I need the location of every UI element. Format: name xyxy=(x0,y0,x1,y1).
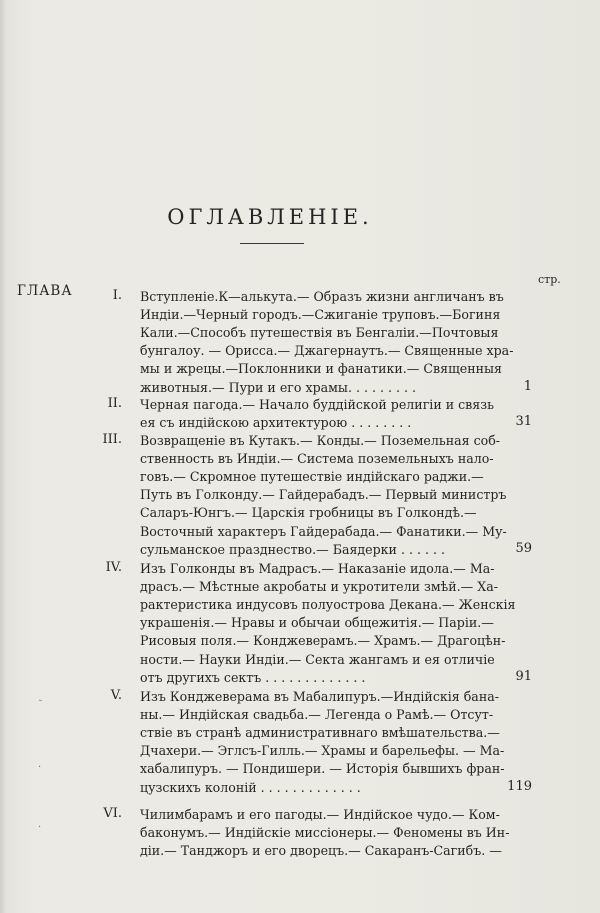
chapter-summary-line: рактеристика индусовъ полуострова Декана.— Женскія xyxy=(140,597,516,613)
chapter-summary-line: ствіе въ странѣ административнаго вмѣшательства.— xyxy=(140,725,500,741)
margin-speck: · xyxy=(38,762,42,773)
chapter-number: I. xyxy=(112,288,122,303)
chapter-summary-line: Рисовыя поля.— Конджеверамъ.— Храмъ.— Драгоцѣн- xyxy=(140,633,506,649)
chapter-summary-line: бунгалоу. — Орисса.— Джагернаутъ.— Священные хра- xyxy=(140,343,514,359)
chapter-summary-line: Чилимбарамъ и его пагоды.— Индійское чудо.— Ком- xyxy=(140,807,500,822)
margin-speck: · xyxy=(38,822,42,833)
chapter-number: II. xyxy=(107,396,122,411)
chapter-summary-line: цузскихъ колоній . . . . . . . . . . . . . xyxy=(140,779,361,795)
chapter-summary-line: животныя.— Пури и его храмы. . . . . . . . . xyxy=(140,379,417,395)
page-column-label: стр. xyxy=(538,273,561,286)
title-underline xyxy=(240,243,304,244)
chapter-page-number: 119 xyxy=(507,778,532,794)
page-title: ОГЛАВЛЕНІЕ. xyxy=(167,205,373,229)
chapter-summary-line: отъ другихъ сектъ . . . . . . . . . . . . . xyxy=(140,669,366,685)
chapter-summary-line: драсъ.— Мѣстные акробаты и укротители змѣй.— Ха- xyxy=(140,579,498,595)
chapter-column-label: ГЛАВА xyxy=(17,283,73,299)
chapter-summary-line: Саларъ-Юнгъ.— Царскія гробницы въ Голкондѣ.— xyxy=(140,505,477,521)
chapter-summary-line: сульманское празднество.— Баядерки . . . . . . xyxy=(140,541,445,557)
chapter-summary-line: Путь въ Голконду.— Гайдерабадъ.— Первый министръ xyxy=(140,487,507,503)
chapter-summary-line: Изъ Конджеверама въ Мабалипуръ.—Индійскія бана- xyxy=(140,689,499,704)
chapter-summary-line: говъ.— Скромное путешествіе индійскаго раджи.— xyxy=(140,469,484,485)
chapter-summary-line: Черная пагода.— Начало буддійской религіи и связь xyxy=(140,397,494,412)
chapter-summary-line: баконумъ.— Индійскіе миссіонеры.— Феномены въ Ин- xyxy=(140,825,510,841)
chapter-summary-line: Кали.—Способъ путешествія въ Бенгаліи.—Почтовыя xyxy=(140,325,499,341)
chapter-summary-line: Вступленіе.К—алькута.— Образъ жизни англичанъ въ xyxy=(140,289,504,304)
chapter-summary-line: Изъ Голконды въ Мадрасъ.— Наказаніе идола.— Ма- xyxy=(140,561,495,576)
chapter-page-number: 31 xyxy=(515,414,532,430)
chapter-number: III. xyxy=(102,432,122,447)
chapter-page-number: 59 xyxy=(515,540,532,556)
margin-speck: ˘ xyxy=(38,700,43,711)
chapter-summary-line: Восточный характеръ Гайдерабада.— Фанатики.— Му- xyxy=(140,523,507,539)
chapter-number: IV. xyxy=(105,560,122,575)
chapter-summary-line: ности.— Науки Индіи.— Секта жангамъ и ея отличіе xyxy=(140,651,495,667)
chapter-summary-line: мы и жрецы.—Поклонники и фанатики.— Священныя xyxy=(140,361,502,377)
chapter-summary-line: хабалипуръ. — Пондишери. — Исторія бывшихъ фран- xyxy=(140,761,505,777)
chapter-summary-line: украшенія.— Нравы и обычаи общежитія.— Паріи.— xyxy=(140,615,494,631)
chapter-number: V. xyxy=(110,688,122,703)
page-binding-edge xyxy=(0,0,6,913)
chapter-summary-line: ея съ индійскою архитектурою . . . . . . . . xyxy=(140,415,412,431)
chapter-summary-line: Возвращеніе въ Кутакъ.— Конды.— Поземельная соб- xyxy=(140,433,501,448)
chapter-number: VI. xyxy=(103,806,122,821)
chapter-summary-line: ственность въ Индіи.— Система поземельныхъ нало- xyxy=(140,451,494,467)
chapter-summary-line: ны.— Индійская свадьба.— Легенда о Рамѣ.— Отсут- xyxy=(140,707,494,723)
chapter-summary-line: Дчахери.— Эглсъ-Гилль.— Храмы и барельефы. — Ма- xyxy=(140,743,505,759)
chapter-page-number: 91 xyxy=(515,668,532,684)
chapter-summary-line: Индіи.—Черный городъ.—Сжиганіе труповъ.—Богиня xyxy=(140,307,501,323)
chapter-page-number: 1 xyxy=(523,378,532,394)
chapter-summary-line: діи.— Танджоръ и его дворецъ.— Сакаранъ-Сагибъ. — xyxy=(140,843,502,859)
